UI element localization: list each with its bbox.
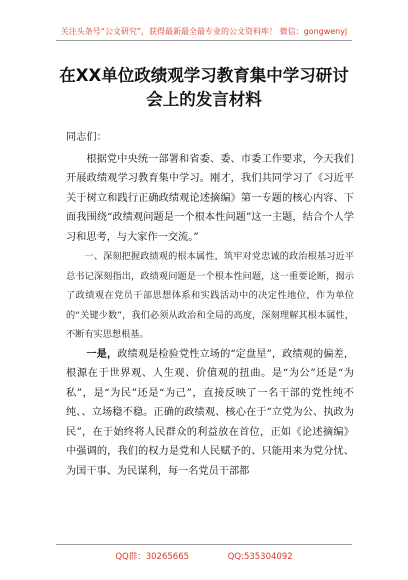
footer-contact [0,550,408,562]
document-title [50,64,358,112]
document-body [66,128,354,481]
paragraph-point-one [66,345,354,482]
header-promo-text: 关注头条号“公文研究”，获得最新最全最专业的公文资料库！ 微信：gongwenyj [60,27,348,36]
footer-qq-group: QQ群：30265665 [115,552,190,562]
point-one-lead: 一是， [86,347,118,360]
footer-divider [56,544,352,545]
paragraph-intro: 根据党中央统一部署和省委、委、市委工作要求，今天我们开展政绩观学习教育集中学习。刚才，我们共同学习了《习近平关于树立和践行正确政绩观论述摘编》第一专题的核心内容、下面我围绕“政绩观问题是一个根本性问题”这一主题，结合个人学习和思考，与大家作一交流。” [66,153,354,243]
footer-qq-number: QQ:535304092 [227,552,293,562]
page-header [0,0,408,46]
page-footer [0,544,408,564]
title-line-1: 在XX单位政绩观学习教育集中学习研讨 [59,66,349,85]
header-divider [56,40,352,41]
point-one-text: 政绩观是检验党性立场的“定盘星”，政绩观的偏差，根源在于世界观、人生观、价值观的扭曲。是“为公”还是“为私”，是“为民”还是“为己”，直接反映了一名干部的党性纯不纯、、立场稳不稳。正确的政绩观、核心在于“立党为公、执政为民”，在于始终将人民群众的利益放在首位，正如《论述摘编》中强调的，我们的权力是党和人民赋予的、只能用来为党分忧、为国干事、为民谋利，每一名党员干部都 [66,348,355,477]
paragraph-section-one: 一、深刻把握政绩观的根本属性，筑牢对党忠诚的政治根基习近平总书记深刻指出，政绩观问题是一个根本性问题，这一重要论断，揭示了政绩观在党员干部思想体系和实践活动中的决定性地位，作为单位的“关键少数”，我们必须从政治和全局的高度，深刻理解其根本属性，不断有实思想根基。 [66,251,354,340]
title-line-2: 会上的发言材料 [146,90,262,109]
salutation: 同志们： [66,132,107,143]
